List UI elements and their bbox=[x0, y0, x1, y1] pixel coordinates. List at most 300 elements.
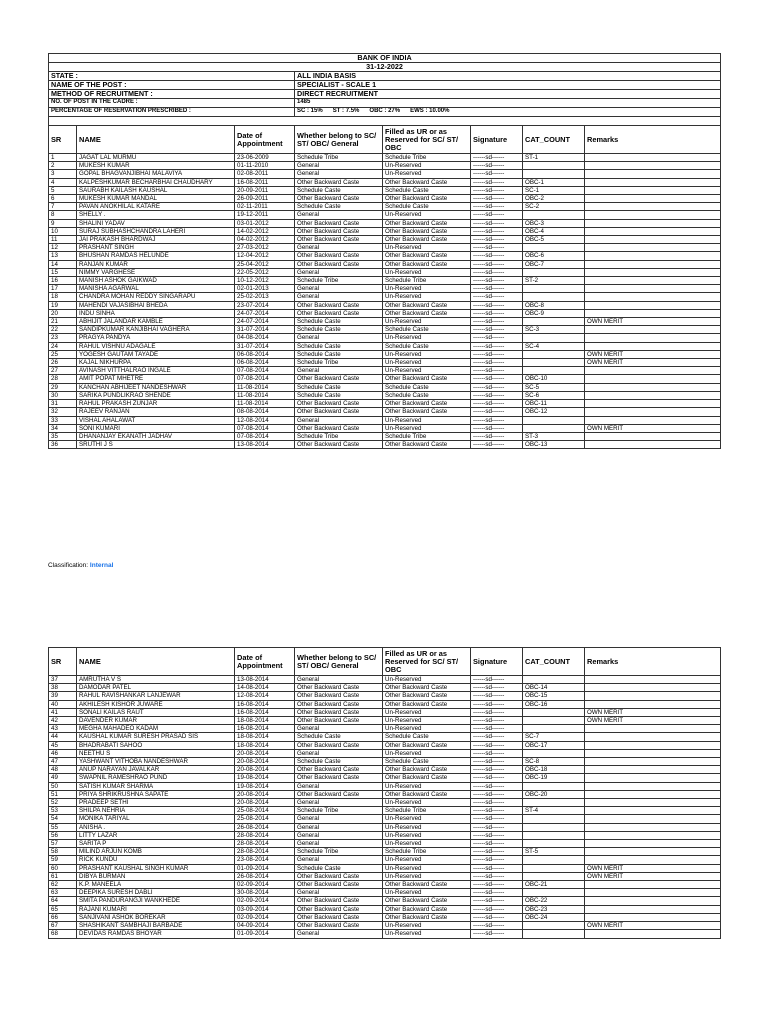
cell-date: 07-08-2014 bbox=[235, 432, 295, 440]
cell-date: 02-09-2014 bbox=[235, 897, 295, 905]
cell-category: Other Backward Caste bbox=[295, 441, 383, 449]
cell-remarks bbox=[585, 162, 721, 170]
cell-category: Schedule Caste bbox=[295, 350, 383, 358]
cell-signature: ------sd------ bbox=[471, 881, 523, 889]
cell-remarks: OWN MERIT bbox=[585, 717, 721, 725]
cell-name: PRASHANT KAUSHAL SINGH KUMAR bbox=[77, 864, 235, 872]
cell-filled-as: Other Backward Caste bbox=[383, 913, 471, 921]
cell-date: 28-08-2014 bbox=[235, 831, 295, 839]
res-obc: OBC : 27% bbox=[369, 108, 401, 115]
cell-name: PRADEEP SETHI bbox=[77, 799, 235, 807]
cell-filled-as: Schedule Tribe bbox=[383, 432, 471, 440]
cell-category: Schedule Caste bbox=[295, 203, 383, 211]
cell-signature: ------sd------ bbox=[471, 676, 523, 684]
cell-category: General bbox=[295, 211, 383, 219]
cell-remarks bbox=[585, 766, 721, 774]
cell-remarks bbox=[585, 375, 721, 383]
cell-name: AKHILESH KISHOR JUWARE bbox=[77, 700, 235, 708]
cell-category: Other Backward Caste bbox=[295, 400, 383, 408]
col-remarks: Remarks bbox=[585, 126, 721, 154]
cell-cat-count: OBC-1 bbox=[523, 178, 585, 186]
table-row bbox=[49, 162, 721, 170]
cell-signature: ------sd------ bbox=[471, 170, 523, 178]
cell-date: 31-07-2014 bbox=[235, 326, 295, 334]
cell-category: General bbox=[295, 831, 383, 839]
cell-filled-as: Un-Reserved bbox=[383, 889, 471, 897]
cell-name: DAMODAR PATEL bbox=[77, 684, 235, 692]
cell-signature: ------sd------ bbox=[471, 774, 523, 782]
table-row bbox=[49, 930, 721, 938]
cell-filled-as: Schedule Caste bbox=[383, 186, 471, 194]
cell-category: Schedule Caste bbox=[295, 391, 383, 399]
cell-remarks bbox=[585, 774, 721, 782]
cell-date: 14-02-2012 bbox=[235, 227, 295, 235]
cell-remarks bbox=[585, 219, 721, 227]
cell-date: 20-08-2014 bbox=[235, 799, 295, 807]
cell-signature: ------sd------ bbox=[471, 203, 523, 211]
col-filled-as: Filled as UR or as Reserved for SC/ ST/ OBC bbox=[383, 126, 471, 154]
cell-date: 20-08-2014 bbox=[235, 758, 295, 766]
cell-filled-as: Other Backward Caste bbox=[383, 227, 471, 235]
cell-sr: 50 bbox=[49, 782, 77, 790]
cell-cat-count: OBC-2 bbox=[523, 195, 585, 203]
cell-name: SATISH KUMAR SHARMA bbox=[77, 782, 235, 790]
table-row bbox=[49, 391, 721, 399]
cell-date: 16-08-2014 bbox=[235, 708, 295, 716]
col-remarks: Remarks bbox=[585, 648, 721, 676]
reservation-table-1 bbox=[48, 53, 721, 449]
cell-remarks bbox=[585, 293, 721, 301]
cell-signature: ------sd------ bbox=[471, 154, 523, 162]
table-row bbox=[49, 725, 721, 733]
post-value: SPECIALIST - SCALE 1 bbox=[295, 81, 721, 90]
cell-category: Other Backward Caste bbox=[295, 700, 383, 708]
cell-signature: ------sd------ bbox=[471, 733, 523, 741]
cell-category: General bbox=[295, 930, 383, 938]
cell-date: 26-08-2014 bbox=[235, 872, 295, 880]
cell-signature: ------sd------ bbox=[471, 285, 523, 293]
reservation-table-2 bbox=[48, 647, 721, 939]
cell-date: 11-08-2014 bbox=[235, 391, 295, 399]
cell-remarks bbox=[585, 268, 721, 276]
cell-cat-count bbox=[523, 864, 585, 872]
cell-sr: 27 bbox=[49, 367, 77, 375]
cell-remarks bbox=[585, 400, 721, 408]
cell-filled-as: Other Backward Caste bbox=[383, 790, 471, 798]
table-row bbox=[49, 424, 721, 432]
cell-cat-count bbox=[523, 922, 585, 930]
cell-filled-as: Un-Reserved bbox=[383, 268, 471, 276]
cell-cat-count: OBC-4 bbox=[523, 227, 585, 235]
cell-category: General bbox=[295, 268, 383, 276]
cell-sr: 62 bbox=[49, 881, 77, 889]
cell-signature: ------sd------ bbox=[471, 840, 523, 848]
cell-filled-as: Other Backward Caste bbox=[383, 375, 471, 383]
cell-category: General bbox=[295, 162, 383, 170]
cell-sr: 3 bbox=[49, 170, 77, 178]
cell-date: 30-08-2014 bbox=[235, 889, 295, 897]
cell-date: 18-08-2014 bbox=[235, 741, 295, 749]
column-header-row bbox=[49, 648, 721, 676]
cell-cat-count: OBC-6 bbox=[523, 252, 585, 260]
cell-name: BHUSHAN RAMDAS HELUNDE bbox=[77, 252, 235, 260]
cell-name: KANCHAN ABHIJEET NANDESHWAR bbox=[77, 383, 235, 391]
cell-filled-as: Schedule Tribe bbox=[383, 154, 471, 162]
cell-date: 08-08-2014 bbox=[235, 408, 295, 416]
cell-name: SARITA P bbox=[77, 840, 235, 848]
cell-category: General bbox=[295, 334, 383, 342]
cell-cat-count: OBC-14 bbox=[523, 684, 585, 692]
classification-note bbox=[48, 562, 113, 569]
cell-filled-as: Un-Reserved bbox=[383, 244, 471, 252]
table-row bbox=[49, 733, 721, 741]
classification-label: Classification: bbox=[48, 562, 89, 569]
cell-date: 25-02-2013 bbox=[235, 293, 295, 301]
table-row bbox=[49, 889, 721, 897]
cell-sr: 37 bbox=[49, 676, 77, 684]
state-label: STATE : bbox=[49, 72, 295, 81]
cell-filled-as: Other Backward Caste bbox=[383, 881, 471, 889]
cell-sr: 28 bbox=[49, 375, 77, 383]
cell-sr: 52 bbox=[49, 799, 77, 807]
cell-category: General bbox=[295, 799, 383, 807]
cell-filled-as: Un-Reserved bbox=[383, 922, 471, 930]
cell-remarks bbox=[585, 211, 721, 219]
cell-name: NIMMY VARGHESE bbox=[77, 268, 235, 276]
cell-cat-count bbox=[523, 162, 585, 170]
cell-date: 10-12-2012 bbox=[235, 277, 295, 285]
cell-filled-as: Schedule Caste bbox=[383, 391, 471, 399]
cell-category: Schedule Tribe bbox=[295, 277, 383, 285]
cell-signature: ------sd------ bbox=[471, 318, 523, 326]
cell-filled-as: Un-Reserved bbox=[383, 708, 471, 716]
cell-date: 26-08-2014 bbox=[235, 823, 295, 831]
table-row bbox=[49, 318, 721, 326]
cell-name: PRIYA SHRIKRUSHNA SAPATE bbox=[77, 790, 235, 798]
cell-filled-as: Un-Reserved bbox=[383, 799, 471, 807]
cell-cat-count bbox=[523, 749, 585, 757]
cell-date: 04-09-2014 bbox=[235, 922, 295, 930]
cell-remarks bbox=[585, 840, 721, 848]
cell-cat-count: SC-1 bbox=[523, 186, 585, 194]
cell-filled-as: Un-Reserved bbox=[383, 717, 471, 725]
table-row bbox=[49, 342, 721, 350]
cell-sr: 10 bbox=[49, 227, 77, 235]
cell-filled-as: Un-Reserved bbox=[383, 162, 471, 170]
cell-category: General bbox=[295, 367, 383, 375]
cell-name: DIBYA BURMAN bbox=[77, 872, 235, 880]
cell-name: YASHWANT VITHOBA NANDESHWAR bbox=[77, 758, 235, 766]
cell-date: 16-08-2014 bbox=[235, 725, 295, 733]
cell-signature: ------sd------ bbox=[471, 889, 523, 897]
cell-category: General bbox=[295, 823, 383, 831]
cell-cat-count: OBC-21 bbox=[523, 881, 585, 889]
bank-name: BANK OF INDIA bbox=[49, 54, 721, 63]
cell-remarks bbox=[585, 178, 721, 186]
cell-sr: 63 bbox=[49, 889, 77, 897]
table-row bbox=[49, 219, 721, 227]
cell-category: General bbox=[295, 293, 383, 301]
cell-sr: 11 bbox=[49, 236, 77, 244]
cell-date: 06-08-2014 bbox=[235, 350, 295, 358]
cell-date: 11-08-2014 bbox=[235, 383, 295, 391]
cell-name: PRASHANT SINGH bbox=[77, 244, 235, 252]
cell-signature: ------sd------ bbox=[471, 162, 523, 170]
cell-cat-count: OBC-13 bbox=[523, 441, 585, 449]
table-row bbox=[49, 244, 721, 252]
table-row bbox=[49, 309, 721, 317]
cell-name: SMITA PANDURANGJI WANKHEDE bbox=[77, 897, 235, 905]
table-row bbox=[49, 758, 721, 766]
table-row bbox=[49, 774, 721, 782]
cell-date: 25-08-2014 bbox=[235, 815, 295, 823]
col-name: NAME bbox=[77, 648, 235, 676]
table-row bbox=[49, 227, 721, 235]
cell-name: RAHUL PRAKASH ZUNJAR bbox=[77, 400, 235, 408]
col-signature: Signature bbox=[471, 126, 523, 154]
cell-name: YOGESH GAUTAM TAYADE bbox=[77, 350, 235, 358]
cell-filled-as: Un-Reserved bbox=[383, 864, 471, 872]
cell-category: Other Backward Caste bbox=[295, 309, 383, 317]
cell-remarks bbox=[585, 326, 721, 334]
table-row bbox=[49, 782, 721, 790]
cell-remarks bbox=[585, 408, 721, 416]
cell-sr: 30 bbox=[49, 391, 77, 399]
cell-name: ABHIJIT JALANDAR KAMBLE bbox=[77, 318, 235, 326]
cadre-label: NO. OF POST IN THE CADRE : bbox=[49, 99, 295, 108]
cell-cat-count bbox=[523, 350, 585, 358]
cell-name: KAUSHAL KUMAR SURESH PRASAD SIS bbox=[77, 733, 235, 741]
cell-date: 20-09-2011 bbox=[235, 186, 295, 194]
cell-cat-count: OBC-12 bbox=[523, 408, 585, 416]
cell-signature: ------sd------ bbox=[471, 807, 523, 815]
cell-category: General bbox=[295, 244, 383, 252]
cell-remarks bbox=[585, 758, 721, 766]
cell-name: ANUP NARAYAN JAVALKAR bbox=[77, 766, 235, 774]
cell-name: PAVAN ANOKHILAL KATARE bbox=[77, 203, 235, 211]
cell-filled-as: Other Backward Caste bbox=[383, 905, 471, 913]
cell-remarks bbox=[585, 195, 721, 203]
col-cat-count: CAT_COUNT bbox=[523, 648, 585, 676]
cell-cat-count bbox=[523, 725, 585, 733]
cell-remarks bbox=[585, 154, 721, 162]
cell-date: 18-08-2014 bbox=[235, 733, 295, 741]
table-row bbox=[49, 195, 721, 203]
cell-cat-count: OBC-7 bbox=[523, 260, 585, 268]
cell-cat-count bbox=[523, 708, 585, 716]
post-label: NAME OF THE POST : bbox=[49, 81, 295, 90]
cell-sr: 56 bbox=[49, 831, 77, 839]
cell-date: 03-01-2012 bbox=[235, 219, 295, 227]
cell-sr: 24 bbox=[49, 342, 77, 350]
cell-date: 11-08-2014 bbox=[235, 400, 295, 408]
cell-cat-count bbox=[523, 424, 585, 432]
cell-sr: 35 bbox=[49, 432, 77, 440]
cell-name: MUKESH KUMAR MANDAL bbox=[77, 195, 235, 203]
cell-name: K.P. MANEELA bbox=[77, 881, 235, 889]
blank-row bbox=[49, 117, 721, 126]
table-row bbox=[49, 350, 721, 358]
cell-date: 28-08-2014 bbox=[235, 840, 295, 848]
cell-remarks bbox=[585, 733, 721, 741]
classification-value: Internal bbox=[89, 562, 114, 569]
cell-signature: ------sd------ bbox=[471, 252, 523, 260]
cell-name: INDU SINHA bbox=[77, 309, 235, 317]
cell-cat-count: ST-3 bbox=[523, 432, 585, 440]
cell-sr: 29 bbox=[49, 383, 77, 391]
cell-cat-count bbox=[523, 676, 585, 684]
cell-date: 20-08-2014 bbox=[235, 749, 295, 757]
cell-signature: ------sd------ bbox=[471, 799, 523, 807]
cell-remarks: OWN MERIT bbox=[585, 318, 721, 326]
cell-sr: 1 bbox=[49, 154, 77, 162]
cell-cat-count: SC-5 bbox=[523, 383, 585, 391]
col-cat-count: CAT_COUNT bbox=[523, 126, 585, 154]
cell-cat-count: SC-7 bbox=[523, 733, 585, 741]
cell-name: MANISHA AGARWAL bbox=[77, 285, 235, 293]
cell-signature: ------sd------ bbox=[471, 424, 523, 432]
cell-sr: 26 bbox=[49, 359, 77, 367]
cell-cat-count bbox=[523, 268, 585, 276]
cell-sr: 7 bbox=[49, 203, 77, 211]
cell-remarks bbox=[585, 432, 721, 440]
table-row bbox=[49, 913, 721, 921]
cell-filled-as: Un-Reserved bbox=[383, 285, 471, 293]
table-row bbox=[49, 416, 721, 424]
cell-signature: ------sd------ bbox=[471, 749, 523, 757]
table-row bbox=[49, 815, 721, 823]
cell-cat-count: OBC-24 bbox=[523, 913, 585, 921]
cell-signature: ------sd------ bbox=[471, 236, 523, 244]
table-row bbox=[49, 277, 721, 285]
cell-signature: ------sd------ bbox=[471, 441, 523, 449]
cell-sr: 13 bbox=[49, 252, 77, 260]
cell-name: JAGAT LAL MURMU bbox=[77, 154, 235, 162]
table-row bbox=[49, 293, 721, 301]
table-row bbox=[49, 178, 721, 186]
table-row bbox=[49, 359, 721, 367]
cell-filled-as: Other Backward Caste bbox=[383, 774, 471, 782]
cell-sr: 22 bbox=[49, 326, 77, 334]
cell-filled-as: Un-Reserved bbox=[383, 318, 471, 326]
cell-name: LITTY LAZAR bbox=[77, 831, 235, 839]
table-row bbox=[49, 252, 721, 260]
cell-date: 13-08-2014 bbox=[235, 441, 295, 449]
cell-date: 25-08-2014 bbox=[235, 807, 295, 815]
table-row bbox=[49, 400, 721, 408]
cell-filled-as: Un-Reserved bbox=[383, 749, 471, 757]
cell-date: 31-07-2014 bbox=[235, 342, 295, 350]
cell-name: MANISH ASHOK GAIKWAD bbox=[77, 277, 235, 285]
cell-signature: ------sd------ bbox=[471, 758, 523, 766]
cell-date: 16-08-2011 bbox=[235, 178, 295, 186]
cell-signature: ------sd------ bbox=[471, 293, 523, 301]
cell-sr: 8 bbox=[49, 211, 77, 219]
cell-name: RAHUL RAVISHANKAR LANJEWAR bbox=[77, 692, 235, 700]
cell-date: 04-02-2012 bbox=[235, 236, 295, 244]
cell-signature: ------sd------ bbox=[471, 367, 523, 375]
table-row bbox=[49, 383, 721, 391]
cell-date: 12-04-2012 bbox=[235, 252, 295, 260]
cell-signature: ------sd------ bbox=[471, 301, 523, 309]
cell-category: Schedule Caste bbox=[295, 342, 383, 350]
cell-date: 24-07-2014 bbox=[235, 309, 295, 317]
cell-filled-as: Other Backward Caste bbox=[383, 408, 471, 416]
table-row bbox=[49, 897, 721, 905]
cell-cat-count bbox=[523, 799, 585, 807]
cell-remarks bbox=[585, 252, 721, 260]
column-header-row bbox=[49, 126, 721, 154]
table-row bbox=[49, 700, 721, 708]
cell-signature: ------sd------ bbox=[471, 244, 523, 252]
cell-category: Schedule Tribe bbox=[295, 154, 383, 162]
cell-cat-count: OBC-8 bbox=[523, 301, 585, 309]
cell-remarks bbox=[585, 186, 721, 194]
cell-sr: 14 bbox=[49, 260, 77, 268]
cell-cat-count: SC-3 bbox=[523, 326, 585, 334]
cell-signature: ------sd------ bbox=[471, 922, 523, 930]
res-ews: EWS : 10.00% bbox=[410, 108, 450, 115]
cell-sr: 16 bbox=[49, 277, 77, 285]
table-row bbox=[49, 864, 721, 872]
cell-name: SURAJ SUBHASHCHANDRA LAHERI bbox=[77, 227, 235, 235]
cell-filled-as: Un-Reserved bbox=[383, 872, 471, 880]
cell-category: Other Backward Caste bbox=[295, 766, 383, 774]
cell-name: SHILPA NEHRIA bbox=[77, 807, 235, 815]
cell-name: KALPESHKUMAR BECHARBHAI CHAUDHARY bbox=[77, 178, 235, 186]
cell-sr: 49 bbox=[49, 774, 77, 782]
cell-remarks bbox=[585, 881, 721, 889]
cell-cat-count: ST-1 bbox=[523, 154, 585, 162]
cell-cat-count: OBC-16 bbox=[523, 700, 585, 708]
cell-sr: 34 bbox=[49, 424, 77, 432]
cell-remarks: OWN MERIT bbox=[585, 708, 721, 716]
cell-remarks bbox=[585, 692, 721, 700]
cell-category: Other Backward Caste bbox=[295, 375, 383, 383]
cell-signature: ------sd------ bbox=[471, 334, 523, 342]
cell-name: ANISHA . bbox=[77, 823, 235, 831]
cell-category: Schedule Caste bbox=[295, 758, 383, 766]
cell-signature: ------sd------ bbox=[471, 342, 523, 350]
cell-filled-as: Un-Reserved bbox=[383, 416, 471, 424]
cell-signature: ------sd------ bbox=[471, 700, 523, 708]
cell-remarks bbox=[585, 676, 721, 684]
cell-category: General bbox=[295, 170, 383, 178]
cell-category: Other Backward Caste bbox=[295, 774, 383, 782]
cell-cat-count: SC-8 bbox=[523, 758, 585, 766]
table2-body bbox=[49, 676, 721, 939]
cell-sr: 68 bbox=[49, 930, 77, 938]
cell-sr: 15 bbox=[49, 268, 77, 276]
cell-cat-count: OBC-3 bbox=[523, 219, 585, 227]
table-row bbox=[49, 840, 721, 848]
cell-remarks bbox=[585, 309, 721, 317]
cell-sr: 55 bbox=[49, 823, 77, 831]
cell-category: Schedule Caste bbox=[295, 383, 383, 391]
cell-sr: 9 bbox=[49, 219, 77, 227]
cell-date: 22-05-2012 bbox=[235, 268, 295, 276]
table-row bbox=[49, 203, 721, 211]
cell-signature: ------sd------ bbox=[471, 856, 523, 864]
cell-sr: 60 bbox=[49, 864, 77, 872]
cell-filled-as: Un-Reserved bbox=[383, 334, 471, 342]
cell-remarks bbox=[585, 905, 721, 913]
cell-date: 14-08-2014 bbox=[235, 684, 295, 692]
cell-name: SHALINI YADAV bbox=[77, 219, 235, 227]
cell-signature: ------sd------ bbox=[471, 708, 523, 716]
cell-filled-as: Un-Reserved bbox=[383, 831, 471, 839]
cell-signature: ------sd------ bbox=[471, 432, 523, 440]
